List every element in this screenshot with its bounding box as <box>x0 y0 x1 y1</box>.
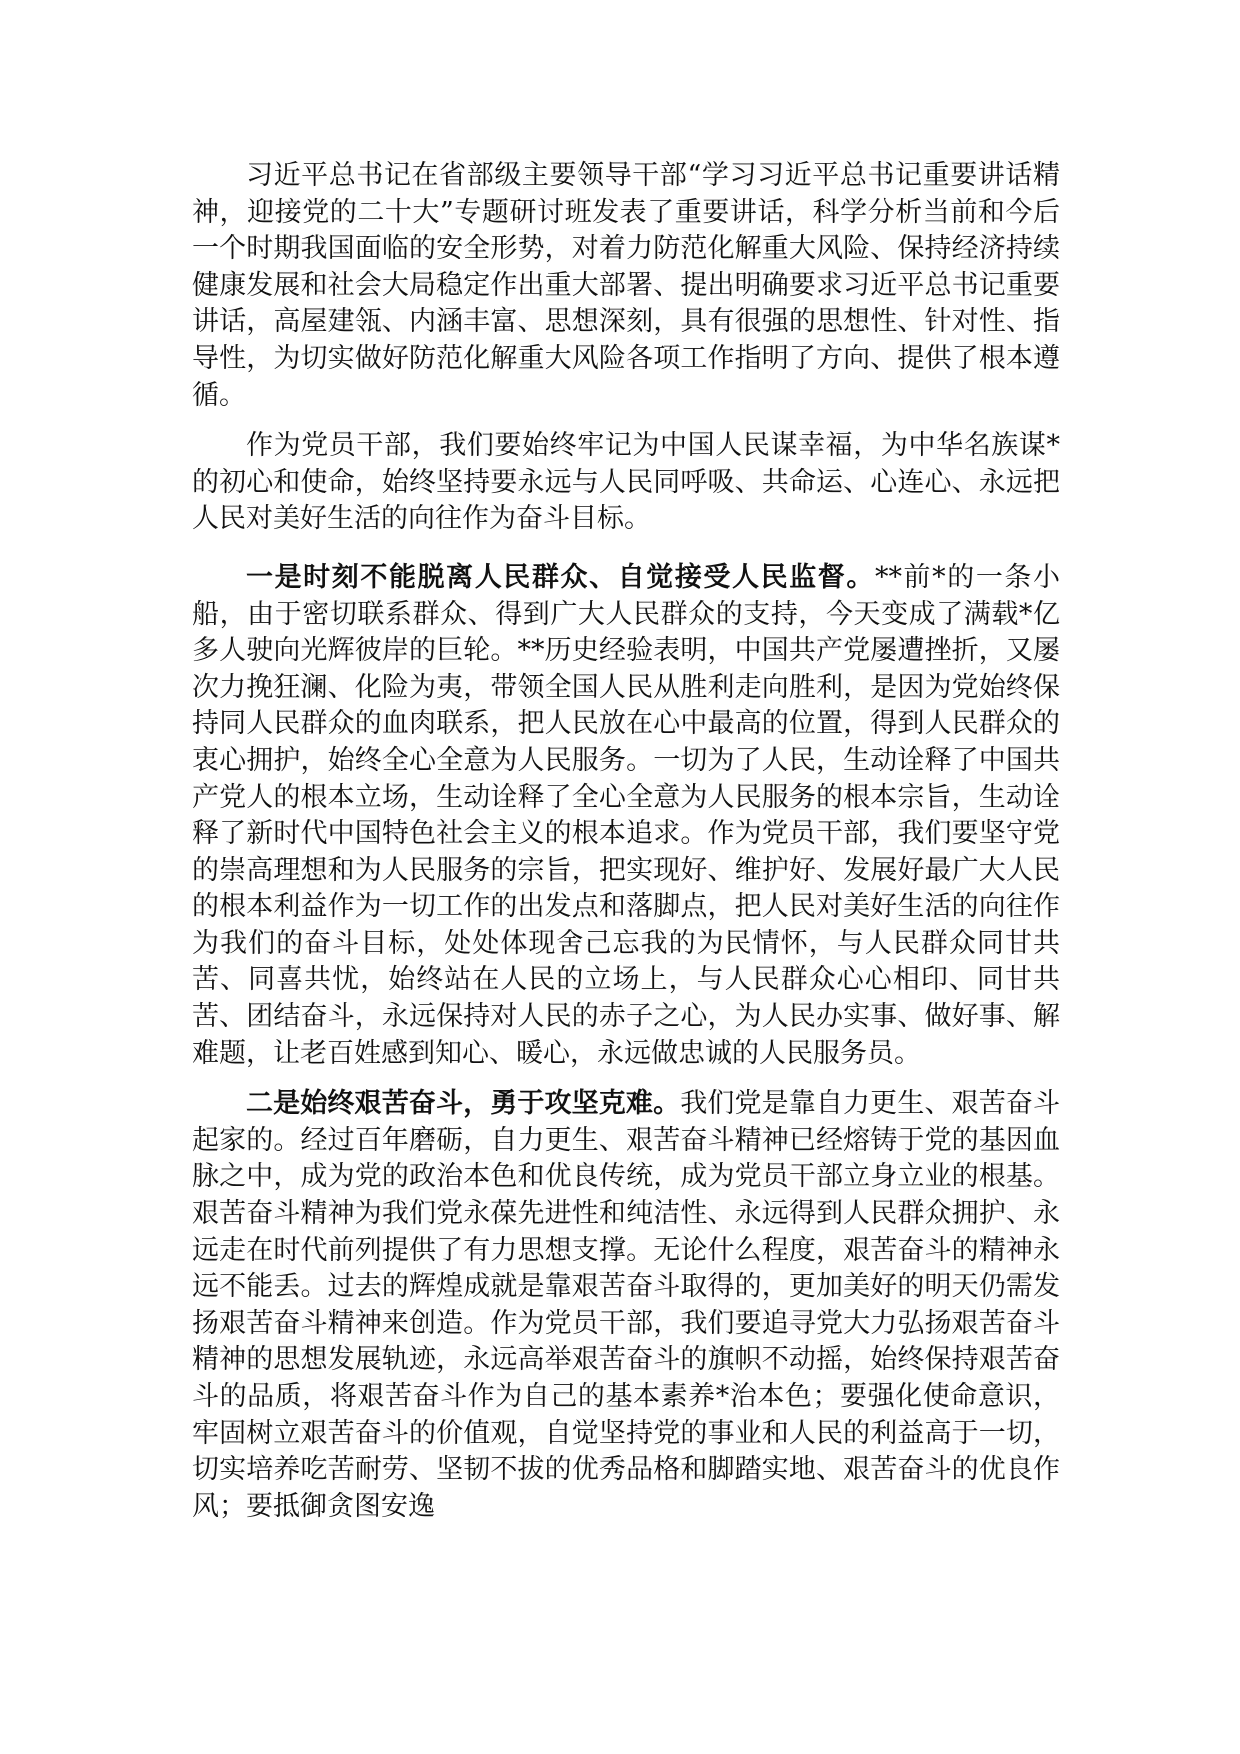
paragraph-3 <box>192 560 1060 1072</box>
document-body <box>192 158 1060 1539</box>
paragraph-4-heading: 二是始终艰苦奋斗，勇于攻坚克难。 <box>246 1088 681 1120</box>
paragraph-3-heading: 一是时刻不能脱离人民群众、自觉接受人民监督。 <box>246 561 875 593</box>
paragraph-1 <box>192 158 1060 414</box>
paragraph-3-text: **前*的一条小船，由于密切联系群众、得到广大人民群众的支持，今天变成了满载*亿多人驶向光辉彼岸的巨轮。**历史经验表明，中国共产党屡遭挫折，又屡次力挽狂澜、化险为夷，带领全国人民从胜利走向胜利，是因为党始终保持同人民群众的血肉联系，把人民放在心中最高的位置，得到人民群众的衷心拥护，始终全心全意为人民服务。一切为了人民，生动诠释了中国共产党人的根本立场，生动诠释了全心全意为人民服务的根本宗旨，生动诠释了新时代中国特色社会主义的根本追求。作为党员干部，我们要坚守党的崇高理想和为人民服务的宗旨，把实现好、维护好、发展好最广大人民的根本利益作为一切工作的出发点和落脚点，把人民对美好生活的向往作为我们的奋斗目标，处处体现舍己忘我的为民情怀，与人民群众同甘共苦、同喜共忧，始终站在人民的立场上，与人民群众心心相印、同甘共苦、团结奋斗，永远保持对人民的赤子之心，为人民办实事、做好事、解难题，让老百姓感到知心、暖心，永远做忠诚的人民服务员。 <box>192 561 1061 1069</box>
paragraph-4 <box>192 1086 1060 1525</box>
paragraph-2 <box>192 428 1060 538</box>
paragraph-1-text: 习近平总书记在省部级主要领导干部“学习习近平总书记重要讲话精神，迎接党的二十大”专题研讨班发表了重要讲话，科学分析当前和今后一个时期我国面临的安全形势，对着力防范化解重大风险、保持经济持续健康发展和社会大局稳定作出重大部署、提出明确要求习近平总书记重要讲话，高屋建瓴、内涵丰富、思想深刻，具有很强的思想性、针对性、指导性，为切实做好防范化解重大风险各项工作指明了方向、提供了根本遵循。 <box>192 160 1060 411</box>
paragraph-2-text: 作为党员干部，我们要始终牢记为中国人民谋幸福，为中华名族谋*的初心和使命，始终坚持要永远与人民同呼吸、共命运、心连心、永远把人民对美好生活的向往作为奋斗目标。 <box>192 430 1060 535</box>
paragraph-4-text: 我们党是靠自力更生、艰苦奋斗起家的。经过百年磨砺，自力更生、艰苦奋斗精神已经熔铸于党的基因血脉之中，成为党的政治本色和优良传统，成为党员干部立身立业的根基。艰苦奋斗精神为我们党永葆先进性和纯洁性、永远得到人民群众拥护、永远走在时代前列提供了有力思想支撑。无论什么程度，艰苦奋斗的精神永远不能丢。过去的辉煌成就是靠艰苦奋斗取得的，更加美好的明天仍需发扬艰苦奋斗精神来创造。作为党员干部，我们要追寻党大力弘扬艰苦奋斗精神的思想发展轨迹，永远高举艰苦奋斗的旗帜不动摇，始终保持艰苦奋斗的品质，将艰苦奋斗作为自己的基本素养*治本色；要强化使命意识，牢固树立艰苦奋斗的价值观，自觉坚持党的事业和人民的利益高于一切，切实培养吃苦耐劳、坚韧不拔的优秀品格和脚踏实地、艰苦奋斗的优良作风；要抵御贪图安逸 <box>192 1088 1061 1522</box>
